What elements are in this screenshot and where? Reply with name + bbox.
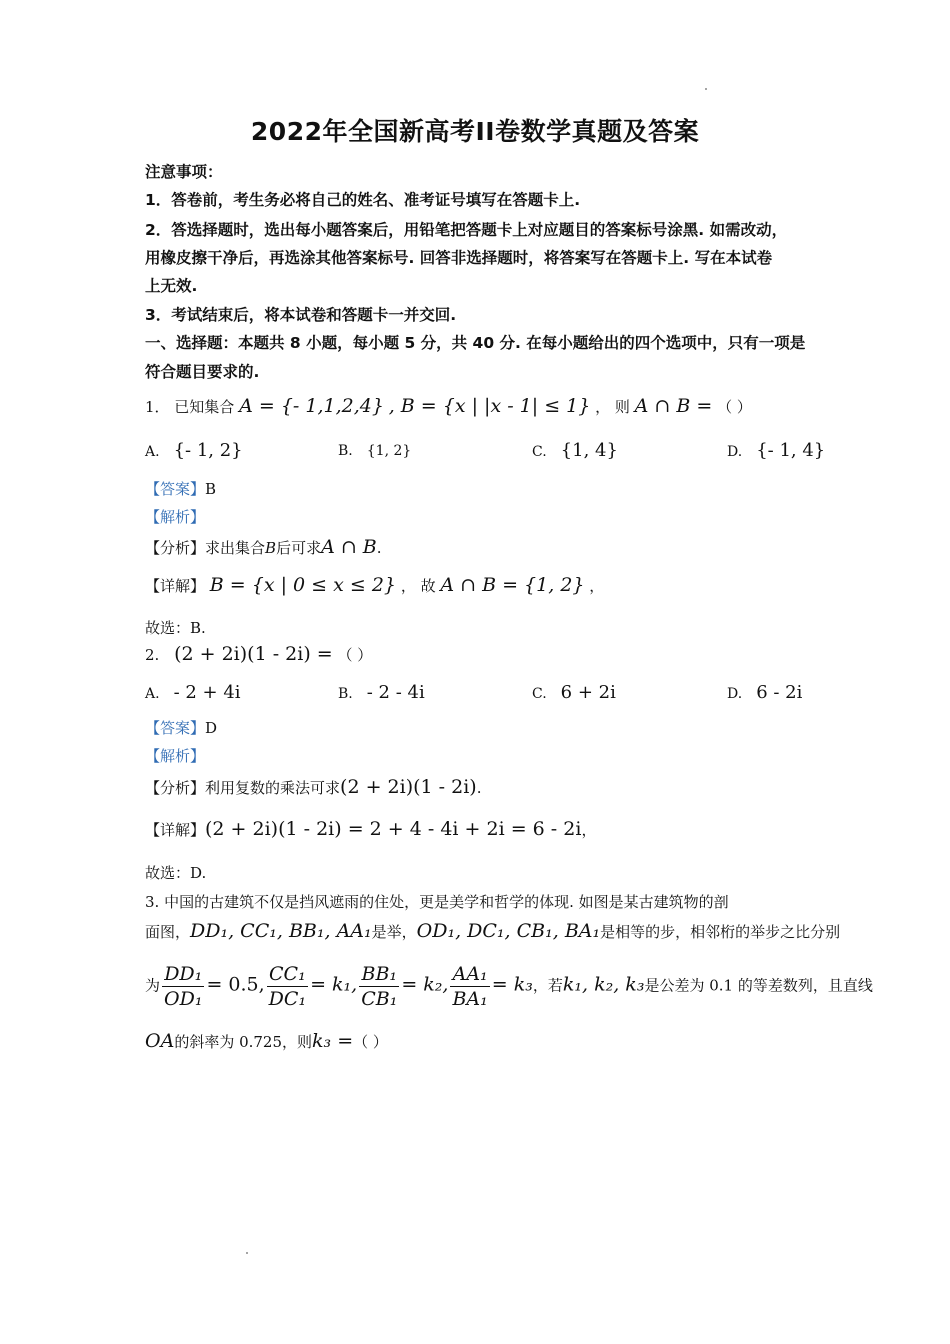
q3-line4-oa: OA (145, 1030, 175, 1052)
q1-xiangjie-mid: ， 故 (400, 577, 436, 595)
q2-xiangjie-expr: (2 + 2i)(1 - 2i) = 2 + 4 - 4i + 2i = 6 - 2i (205, 818, 582, 840)
q3-line2-expr1: DD₁, CC₁, BB₁, AA₁ (190, 920, 372, 942)
section1-line2: 符合题目要求的. (145, 363, 260, 381)
q2-xiangjie-end: ， (581, 821, 597, 839)
q2-fenxi-end: . (476, 779, 482, 797)
q1-fenxi-b: B (265, 539, 277, 557)
notice-heading: 注意事项： (145, 163, 223, 181)
q3-frac-4-den: BA₁ (452, 988, 488, 1010)
q2-option-b (338, 682, 425, 703)
q1-option-b (338, 443, 411, 459)
q3-frac-2-num: CC₁ (267, 962, 308, 987)
q3-line-4 (145, 1030, 388, 1052)
q1-xiangjie-tag: 【详解】 (145, 577, 206, 595)
q1-choose: 故选：B. (145, 619, 206, 637)
q1-option-d-letter: D. (727, 444, 743, 460)
q1-answer-value: B (205, 480, 217, 498)
q1-option-c-value: {1, 4} (560, 440, 618, 461)
q3-line2-expr2: OD₁, DC₁, CB₁, BA₁ (416, 920, 601, 942)
q1-answer (145, 478, 216, 499)
q1-fenxi-tag: 【分析】 (145, 539, 206, 557)
q1-option-d-value: {- 1, 4} (756, 440, 826, 461)
q3-line4-paren: （ ） (353, 1033, 388, 1051)
q1-mid: ， 则 (595, 398, 630, 416)
q1-option-b-value: {1, 2} (366, 443, 412, 459)
q3-eq-1: = 0.5, (206, 973, 265, 996)
q3-frac-3 (359, 962, 399, 1011)
q2-choose: 故选：D. (145, 864, 207, 882)
q1-xiangjie-expr2: A ∩ B = {1, 2} (440, 574, 585, 596)
q3-frac-4 (450, 962, 489, 1011)
notice-item-2b: 用橡皮擦干净后，再选涂其他答案标号. 回答非选择题时，将答案写在答题卡上. 写在本试卷 (145, 249, 773, 267)
q2-option-c (532, 682, 616, 703)
q1-analysis-tag: 【解析】 (145, 508, 206, 526)
q2-analysis-tag: 【解析】 (145, 747, 206, 765)
q2-paren: （ ） (337, 646, 373, 664)
q2-option-d-value: 6 - 2i (756, 682, 803, 703)
q1-fenxi (145, 536, 382, 558)
q3-line-3 (145, 962, 873, 1011)
q2-fenxi-tag: 【分析】 (145, 779, 206, 797)
q1-option-a-letter: A. (145, 444, 160, 460)
q1-option-a (145, 440, 243, 461)
q1-xiangjie-end: ， (589, 577, 605, 595)
q3-eq-2: = k₁, (310, 973, 358, 996)
q1-fenxi-expr: A ∩ B (321, 536, 377, 558)
q3-line3-ks: k₁, k₂, k₃ (562, 973, 645, 996)
q3-line2-c: 是相等的步，相邻桁的举步之比分别 (600, 923, 841, 941)
q1-fenxi-text2: 后可求 (276, 539, 322, 557)
q2-option-d-letter: D. (727, 686, 743, 702)
q3-line2-a: 面图， (145, 923, 191, 941)
q2-fenxi (145, 776, 481, 798)
q2-option-d (727, 682, 802, 703)
q3-eq-4: = k₃ (491, 973, 533, 996)
q3-line3-prefix: 为 (145, 976, 161, 995)
q2-option-b-value: - 2 - 4i (366, 682, 425, 703)
q3-line3-mid: ，若 (532, 976, 563, 995)
q2-fenxi-expr: (2 + 2i)(1 - 2i) (340, 776, 477, 798)
q1-paren: （ ） (717, 398, 752, 416)
notice-item-2c: 上无效. (145, 277, 198, 295)
q1-option-c-letter: C. (532, 444, 547, 460)
q1-xiangjie-expr: B = {x | 0 ≤ x ≤ 2} (209, 574, 397, 596)
q3-line4-k3: k₃ = (312, 1030, 354, 1052)
q2-fenxi-text: 利用复数的乘法可求 (205, 779, 341, 797)
q3-frac-3-num: BB₁ (359, 962, 399, 987)
q2-xiangjie (145, 818, 596, 840)
scan-mark-top (705, 88, 707, 90)
q2-xiangjie-tag: 【详解】 (145, 821, 206, 839)
q3-frac-4-num: AA₁ (450, 962, 489, 987)
q2-expr: (2 + 2i)(1 - 2i) = (174, 643, 333, 665)
q3-line4-text: 的斜率为 0.725，则 (174, 1033, 313, 1051)
q3-line-1: 3. 中国的古建筑不仅是挡风遮雨的住处，更是美学和哲学的体现. 如图是某古建筑物的剖 (145, 893, 729, 911)
q2-option-b-letter: B. (338, 686, 353, 702)
q3-frac-2 (267, 962, 308, 1011)
q1-set-a: A = {- 1,1,2,4} (239, 395, 384, 417)
q2-prefix: 2. (145, 646, 160, 664)
q2-option-c-value: 6 + 2i (560, 682, 616, 703)
q3-eq-3: = k₂, (401, 973, 449, 996)
notice-item-1: 1．答卷前，考生务必将自己的姓名、准考证号填写在答题卡上. (145, 191, 581, 209)
q1-stem (145, 395, 752, 417)
q1-option-d (727, 440, 825, 461)
q2-option-a-letter: A. (145, 686, 160, 702)
q3-frac-1-den: OD₁ (164, 988, 203, 1010)
q3-line3-end: 是公差为 0.1 的等差数列，且直线 (644, 976, 873, 995)
notice-item-2a: 2．答选择题时，选出每小题答案后，用铅笔把答题卡上对应题目的答案标号涂黑. 如需改动， (145, 221, 788, 239)
q1-option-c (532, 440, 618, 461)
q2-stem (145, 643, 372, 665)
q1-option-a-value: {- 1, 2} (173, 440, 243, 461)
q1-xiangjie (145, 574, 604, 596)
q1-answer-tag: 【答案】 (145, 480, 206, 498)
q1-option-b-letter: B. (338, 443, 353, 459)
q2-option-a-value: - 2 + 4i (173, 682, 241, 703)
q3-frac-3-den: CB₁ (361, 988, 398, 1010)
q1-fenxi-end: . (376, 539, 382, 557)
q3-line-2 (145, 920, 840, 942)
q3-frac-1 (162, 962, 204, 1011)
q2-answer-value: D (205, 719, 218, 737)
q2-answer-tag: 【答案】 (145, 719, 206, 737)
q3-frac-2-den: DC₁ (268, 988, 307, 1010)
q2-option-c-letter: C. (532, 686, 547, 702)
q2-option-a (145, 682, 241, 703)
q3-line2-b: 是举， (371, 923, 417, 941)
page-title: 2022年全国新高考II卷数学真题及答案 (250, 117, 700, 146)
q1-expr: A ∩ B = (634, 395, 713, 417)
notice-item-3: 3．考试结束后，将本试卷和答题卡一并交回. (145, 306, 457, 324)
section1-line1: 一、选择题：本题共 8 小题，每小题 5 分，共 40 分. 在每小题给出的四个选项中，只有一项是 (145, 334, 806, 352)
q3-frac-1-num: DD₁ (162, 962, 204, 987)
q1-prefix: 1． 已知集合 (145, 398, 235, 416)
q1-fenxi-text: 求出集合 (205, 539, 266, 557)
scan-mark-bottom (246, 1252, 248, 1254)
q2-answer (145, 717, 217, 738)
q1-set-b: , B = {x | |x - 1| ≤ 1} (388, 395, 591, 417)
